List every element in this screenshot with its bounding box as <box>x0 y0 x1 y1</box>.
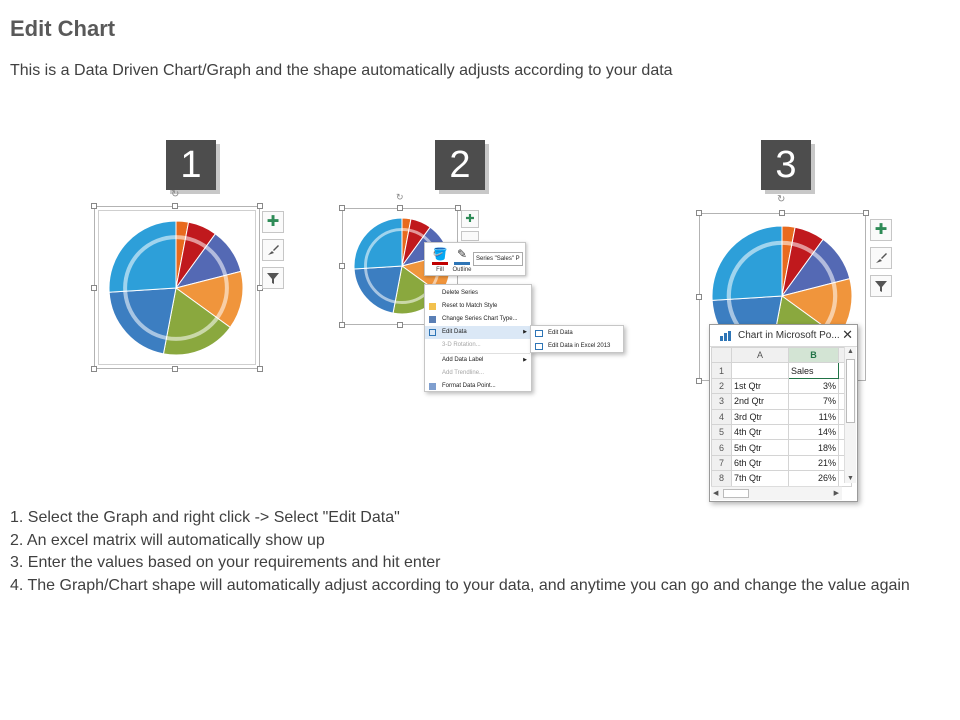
select-all-cell[interactable] <box>712 348 732 363</box>
scroll-up-icon[interactable]: ▲ <box>847 348 854 355</box>
page-subtitle: This is a Data Driven Chart/Graph and the shape automatically adjusts according to your data <box>10 62 673 79</box>
excel-data-window <box>709 324 858 502</box>
menu-item-edit-data[interactable]: Edit Data ▶ <box>425 326 531 339</box>
cell[interactable] <box>732 363 789 378</box>
excel-window-title[interactable]: Chart in Microsoft Po... <box>710 325 857 347</box>
instruction-step-2: 2. An excel matrix will automatically show up <box>10 531 325 549</box>
table-row <box>712 440 852 455</box>
series-select[interactable]: Series "Sales" P <box>473 252 523 266</box>
plus-icon: ✚ <box>465 213 475 225</box>
cell[interactable]: 1st Qtr <box>732 378 789 393</box>
cell[interactable]: 3rd Qtr <box>732 409 789 424</box>
menu-item-3d-rotation[interactable]: 3-D Rotation... <box>425 339 531 352</box>
table-row <box>712 363 852 378</box>
pie-slice-6th-qtr[interactable] <box>354 266 402 313</box>
instruction-step-3: 3. Enter the values based on your requirements and hit enter <box>10 554 441 571</box>
scroll-left-icon[interactable]: ◀ <box>713 490 719 497</box>
context-menu <box>424 284 532 392</box>
menu-item-add-data-label[interactable]: Add Data Label ▶ <box>425 354 531 367</box>
row-header[interactable]: 2 <box>712 378 732 393</box>
chart-styles-button[interactable] <box>461 231 479 241</box>
menu-item-reset-style[interactable]: Reset to Match Style <box>425 300 531 313</box>
column-header-b[interactable]: B <box>789 348 839 363</box>
row-header[interactable]: 3 <box>712 394 732 409</box>
submenu-arrow-icon: ▶ <box>523 357 527 363</box>
scroll-right-icon[interactable]: ▶ <box>833 490 839 497</box>
pie-slice-7th-qtr[interactable] <box>354 218 402 269</box>
resize-handle[interactable] <box>696 210 702 216</box>
fill-button[interactable]: 🪣 Fill <box>429 246 451 273</box>
row-header[interactable]: 7 <box>712 455 732 470</box>
scroll-thumb[interactable] <box>723 489 749 498</box>
rotate-handle-icon[interactable]: ↻ <box>777 194 786 205</box>
menu-item-format-data-point[interactable]: Format Data Point... <box>425 380 531 393</box>
cell[interactable]: 11% <box>789 409 839 424</box>
submenu-arrow-icon: ▶ <box>523 329 527 335</box>
resize-handle[interactable] <box>863 210 869 216</box>
delete-icon <box>429 290 436 297</box>
table-row <box>712 409 852 424</box>
menu-item-add-trendline[interactable]: Add Trendline... <box>442 370 485 376</box>
resize-handle[interactable] <box>172 203 178 209</box>
resize-handle[interactable] <box>696 294 702 300</box>
brush-icon <box>874 251 888 265</box>
chart-styles-button[interactable] <box>262 239 284 261</box>
format-mini-toolbar <box>424 242 526 276</box>
chart-elements-button[interactable] <box>870 219 892 241</box>
paint-bucket-icon: 🪣 <box>432 247 448 261</box>
pie-slice-7th-qtr[interactable] <box>109 221 176 292</box>
resize-handle[interactable] <box>696 378 702 384</box>
table-row <box>712 394 852 409</box>
step-badge-1: 1 <box>166 140 216 190</box>
cell[interactable]: 5th Qtr <box>732 440 789 455</box>
row-header[interactable]: 8 <box>712 471 732 486</box>
cell[interactable]: 7% <box>789 394 839 409</box>
row-header[interactable]: 6 <box>712 440 732 455</box>
submenu-item-edit-in-excel[interactable]: Edit Data in Excel 2013 <box>531 340 623 353</box>
row-header[interactable]: 4 <box>712 409 732 424</box>
resize-handle[interactable] <box>339 322 345 328</box>
cell[interactable]: 2nd Qtr <box>732 394 789 409</box>
outline-button[interactable]: ✎ Outline <box>452 247 472 273</box>
menu-item-delete-series[interactable]: Delete Series <box>425 287 531 300</box>
reset-style-icon <box>429 303 436 310</box>
brush-icon <box>266 243 280 257</box>
resize-handle[interactable] <box>779 210 785 216</box>
step-badge-3: 3 <box>761 140 811 190</box>
scroll-down-icon[interactable]: ▼ <box>847 475 854 482</box>
funnel-icon <box>874 279 888 293</box>
chart-filters-button[interactable] <box>262 267 284 289</box>
chart-styles-button[interactable] <box>870 247 892 269</box>
plus-icon: ✚ <box>874 221 888 238</box>
rotate-handle-icon[interactable]: ↻ <box>396 192 404 202</box>
resize-handle[interactable] <box>397 205 403 211</box>
table-row <box>712 455 852 470</box>
rotate-handle-icon[interactable]: ↻ <box>171 189 180 200</box>
cell[interactable]: 7th Qtr <box>732 471 789 486</box>
resize-handle[interactable] <box>257 366 263 372</box>
chart-icon <box>720 331 732 341</box>
table-row <box>712 471 852 486</box>
instruction-step-4: 4. The Graph/Chart shape will automatically adjust according to your data, and anytime you can go and change the value again <box>10 576 910 594</box>
pie-slice-7th-qtr[interactable] <box>712 226 782 300</box>
instruction-step-1: 1. Select the Graph and right click -> Select "Edit Data" <box>10 509 400 526</box>
scroll-thumb[interactable] <box>846 359 855 423</box>
resize-handle[interactable] <box>339 205 345 211</box>
cell[interactable]: 6th Qtr <box>732 455 789 470</box>
excel-grid <box>711 347 852 487</box>
resize-handle[interactable] <box>91 203 97 209</box>
excel-icon <box>535 343 543 350</box>
close-icon[interactable]: ✕ <box>842 327 853 342</box>
pie-chart-1[interactable] <box>108 220 244 356</box>
resize-handle[interactable] <box>257 203 263 209</box>
row-header[interactable]: 1 <box>712 363 732 378</box>
submenu-item-edit-data[interactable]: Edit Data <box>531 327 623 340</box>
row-header[interactable]: 5 <box>712 424 732 439</box>
resize-handle[interactable] <box>339 263 345 269</box>
chart-elements-button[interactable] <box>461 210 479 228</box>
vertical-scrollbar[interactable] <box>844 347 856 483</box>
table-row <box>712 424 852 439</box>
page-title: Edit Chart <box>10 16 116 41</box>
column-header-a[interactable]: A <box>732 348 789 363</box>
resize-handle[interactable] <box>397 322 403 328</box>
pen-icon: ✎ <box>456 247 468 261</box>
horizontal-scrollbar[interactable] <box>711 486 842 500</box>
cell[interactable]: Sales <box>789 363 839 378</box>
rotation-icon <box>429 342 436 349</box>
cell[interactable]: 14% <box>789 424 839 439</box>
instructions <box>10 507 940 597</box>
resize-handle[interactable] <box>91 285 97 291</box>
menu-item-change-chart-type[interactable]: Change Series Chart Type... <box>425 313 531 326</box>
resize-handle[interactable] <box>172 366 178 372</box>
chart-type-icon <box>429 316 436 323</box>
edit-data-icon <box>429 329 436 336</box>
table-row <box>712 378 852 393</box>
resize-handle[interactable] <box>91 366 97 372</box>
cell[interactable]: 26% <box>789 471 839 486</box>
funnel-icon <box>266 271 280 285</box>
chart-filters-button[interactable] <box>870 275 892 297</box>
cell[interactable]: 4th Qtr <box>732 424 789 439</box>
edit-data-icon <box>535 330 543 337</box>
step-badge-2: 2 <box>435 140 485 190</box>
format-icon <box>429 383 436 390</box>
edit-data-submenu <box>530 325 624 353</box>
plus-icon: ✚ <box>266 213 280 230</box>
cell[interactable]: 3% <box>789 378 839 393</box>
cell[interactable]: 18% <box>789 440 839 455</box>
chart-elements-button[interactable] <box>262 211 284 233</box>
cell[interactable]: 21% <box>789 455 839 470</box>
